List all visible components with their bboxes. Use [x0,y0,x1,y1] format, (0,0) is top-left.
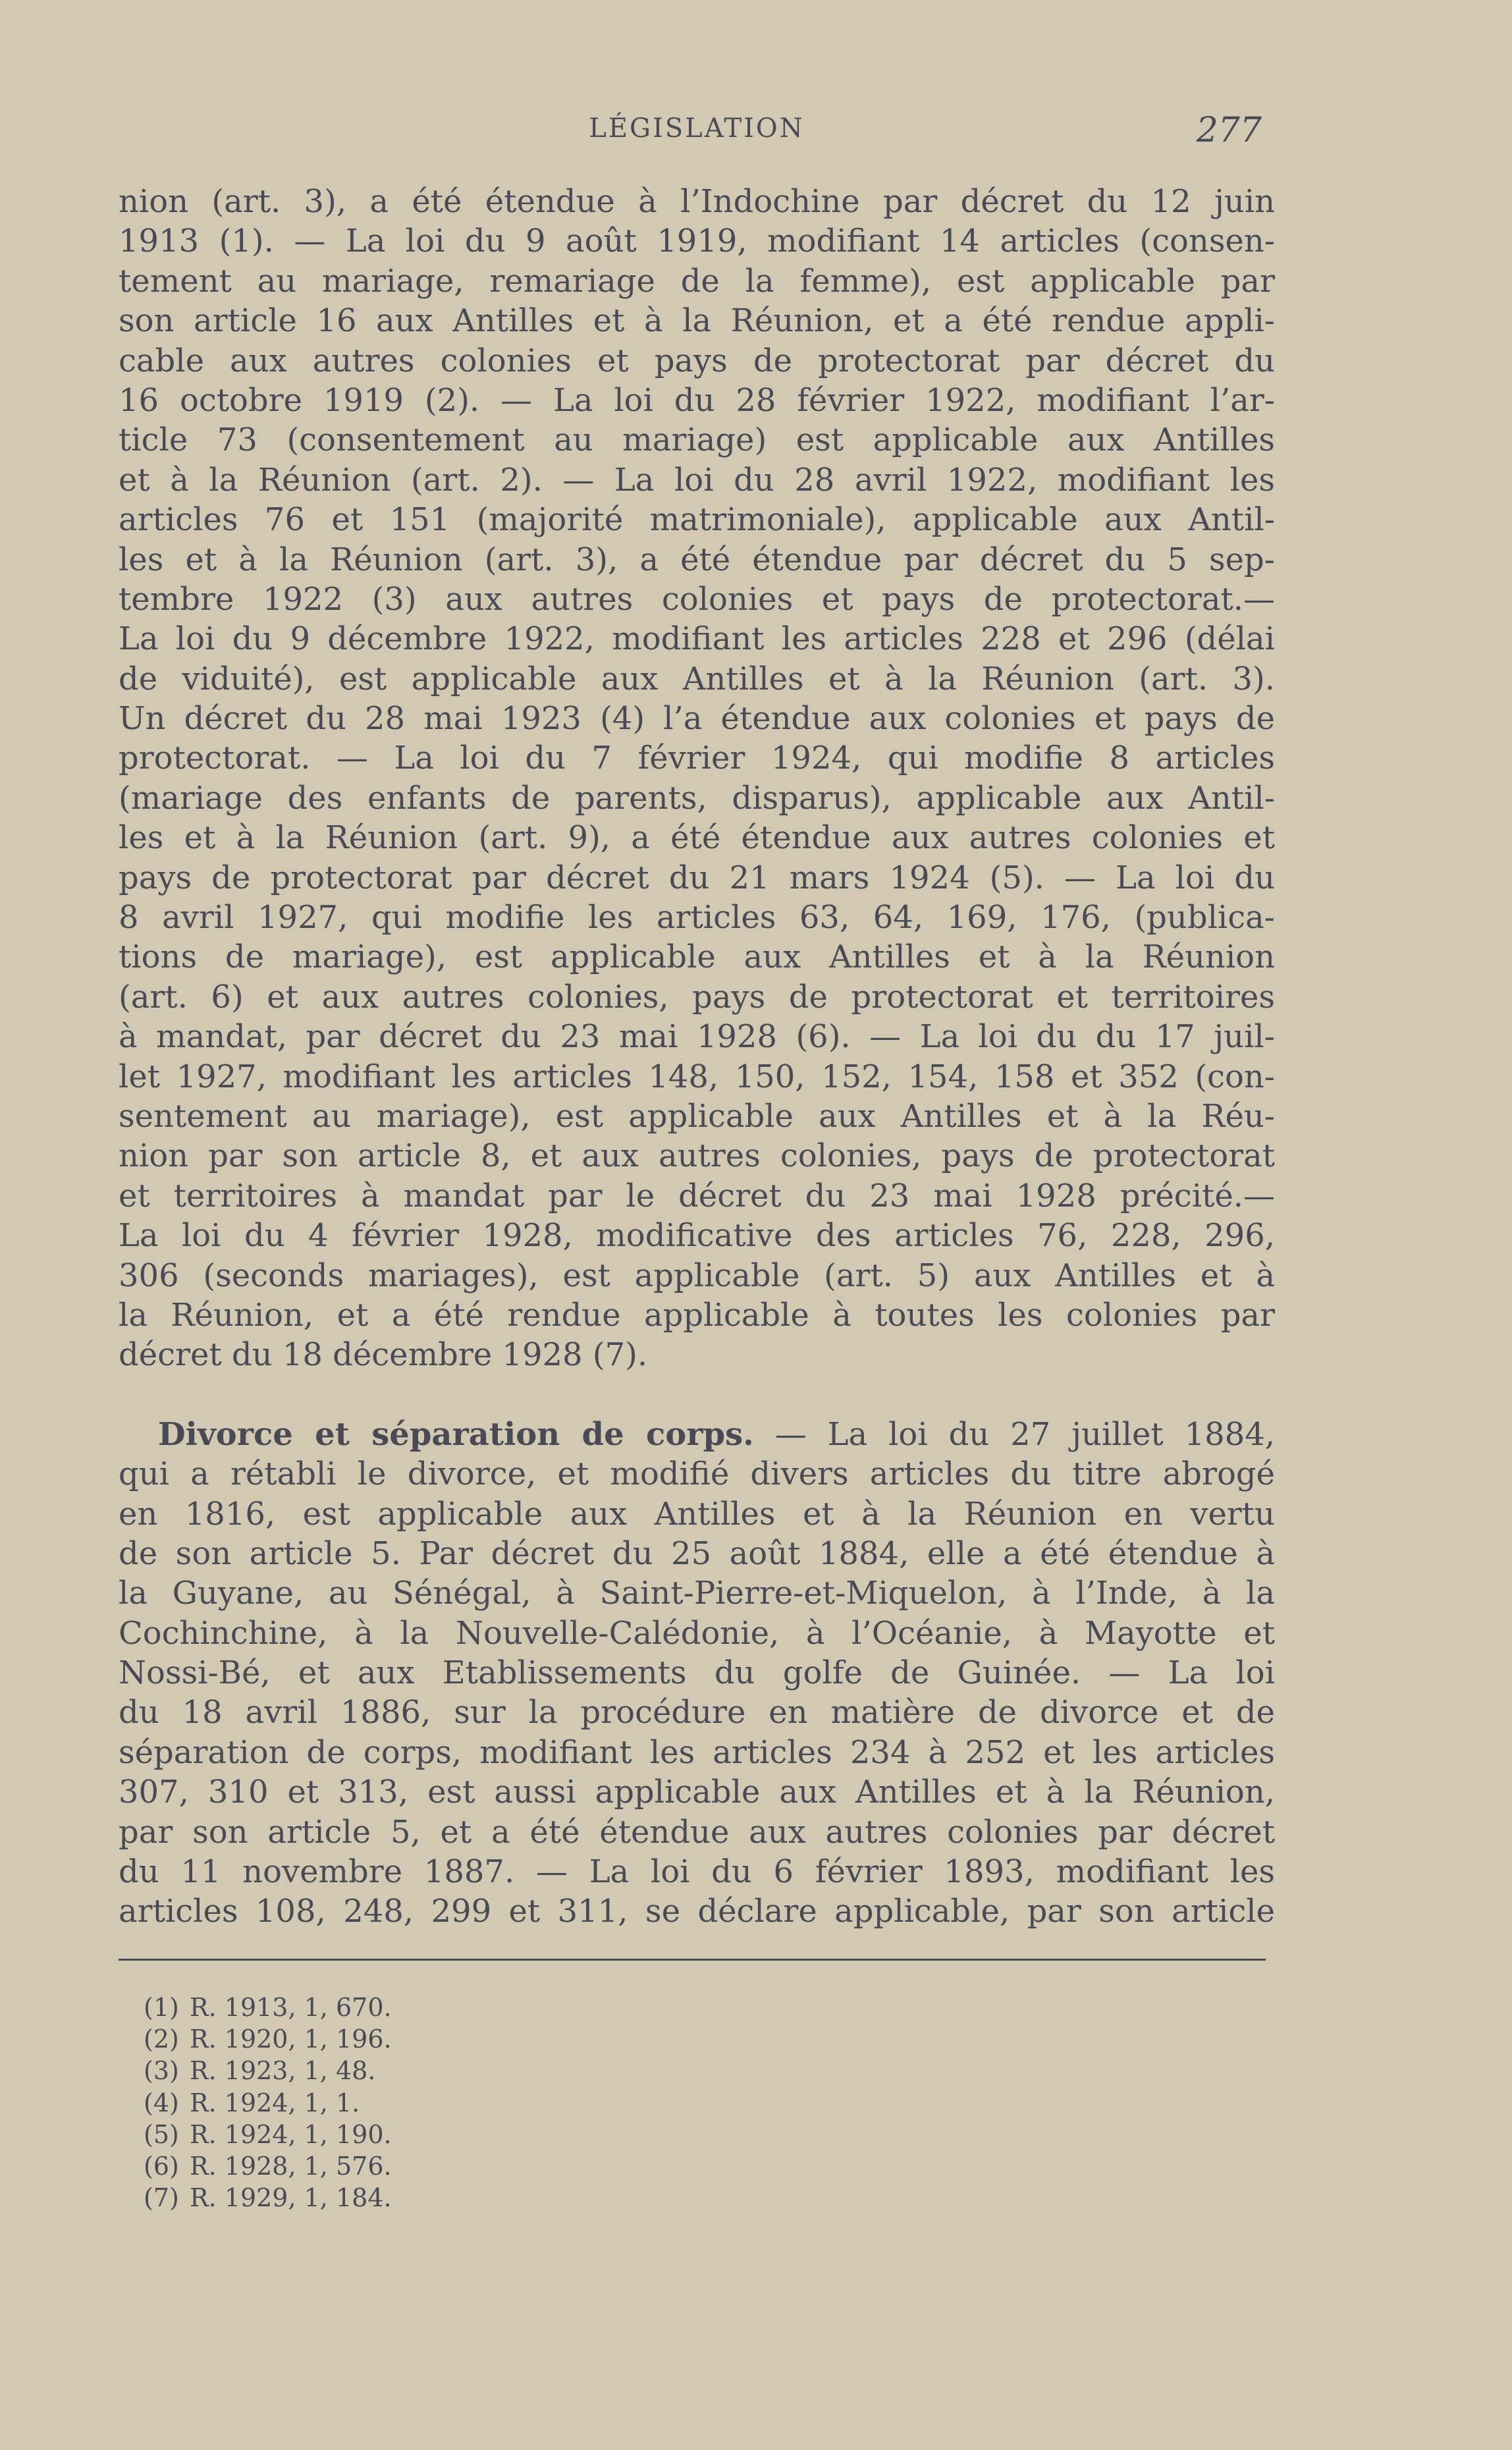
footnote [144,1992,670,2023]
text-line: son article 16 aux Antilles et à la Réunion, et a été rendue appli- [119,302,1275,340]
text-line: (mariage des enfants de parents, disparus), applicable aux Antil- [119,779,1275,817]
text-line: la Réunion, et a été rendue applicable à toutes les colonies par [119,1296,1275,1334]
footnote-rule [119,1959,1266,1961]
footnote-reference: R. 1928, 1, 576. [190,2151,392,2181]
section-heading: Divorce et séparation de corps. [158,1415,754,1453]
text-line: par son article 5, et a été étendue aux autres colonies par décret [119,1813,1275,1851]
paragraph-divorce [119,1415,1275,1932]
text-line: 1913 (1). — La loi du 9 août 1919, modifiant 14 articles (consen- [119,223,1275,260]
text-line: (art. 6) et aux autres colonies, pays de protectorat et territoires [119,978,1275,1016]
text-line: articles 76 et 151 (majorité matrimoniale), applicable aux Antil- [119,501,1275,539]
footnote-reference: R. 1920, 1, 196. [190,2025,392,2054]
text-line: 16 octobre 1919 (2). — La loi du 28 février 1922, modifiant l’ar- [119,381,1275,419]
text-line: de viduité), est applicable aux Antilles et à la Réunion (art. 3). [119,660,1275,697]
paragraph-gap [119,1375,1275,1415]
text-line: nion (art. 3), a été étendue à l’Indochine par décret du 12 juin [119,183,1275,220]
footnote [144,2023,670,2055]
footnote-mark: (2) [144,2025,179,2054]
text-line: tions de mariage), est applicable aux Antilles et à la Réunion [119,939,1275,976]
text-line: sentement au mariage), est applicable aux Antilles et à la Réu- [119,1097,1275,1135]
text-line: Nossi-Bé, et aux Etablissements du golfe de Guinée. — La loi [119,1654,1275,1692]
footnote [144,2119,670,2150]
text-line: Cochinchine, à la Nouvelle-Calédonie, à l’Océanie, à Mayotte et [119,1614,1275,1652]
footnotes [144,1992,670,2214]
page-number: 277 [1196,111,1262,150]
text-line: qui a rétabli le divorce, et modifié divers articles du titre abrogé [119,1456,1275,1493]
running-head [119,113,1275,153]
footnote-reference: R. 1924, 1, 190. [190,2119,392,2149]
text-line: 306 (seconds mariages), est applicable (art. 5) aux Antilles et à [119,1257,1275,1294]
text-line: du 11 novembre 1887. — La loi du 6 février 1893, modifiant les [119,1853,1275,1891]
text-line: à mandat, par décret du 23 mai 1928 (6). — La loi du du 17 juil- [119,1018,1275,1056]
body-text [119,182,1275,1932]
footnote-reference: R. 1913, 1, 670. [190,1993,392,2022]
text-line: 8 avril 1927, qui modifie les articles 63, 64, 169, 176, (publica- [119,899,1275,937]
text-line: 307, 310 et 313, est aussi applicable aux Antilles et à la Réunion, [119,1774,1275,1811]
text-line: Un décret du 28 mai 1923 (4) l’a étendue aux colonies et pays de [119,700,1275,738]
text-line: ticle 73 (consentement au mariage) est applicable aux Antilles [119,422,1275,459]
text-line: articles 108, 248, 299 et 311, se déclare applicable, par son article [119,1893,1275,1930]
text-line: les et à la Réunion (art. 3), a été étendue par décret du 5 sep- [119,541,1275,578]
text-line: tement au mariage, remariage de la femme), est applicable par [119,262,1275,300]
footnote-reference: R. 1923, 1, 48. [190,2056,376,2086]
text-line: La loi du 4 février 1928, modificative des articles 76, 228, 296, [119,1217,1275,1255]
text-line: de son article 5. Par décret du 25 août 1884, elle a été étendue à [119,1535,1275,1572]
heading-line-text: — La loi du 27 juillet 1884, [753,1415,1275,1453]
footnote-mark: (5) [144,2119,179,2149]
text-line: protectorat. — La loi du 7 février 1924, qui modifie 8 articles [119,740,1275,777]
text-line: tembre 1922 (3) aux autres colonies et pays de protectorat.— [119,580,1275,618]
paragraph-marriage-laws [119,182,1275,1375]
footnote [144,2150,670,2182]
footnote-mark: (7) [144,2183,179,2213]
text-line: pays de protectorat par décret du 21 mars 1924 (5). — La loi du [119,859,1275,896]
text-line: et territoires à mandat par le décret du 23 mai 1928 précité.— [119,1177,1275,1214]
footnote-reference: R. 1924, 1, 1. [190,2088,360,2117]
text-line: et à la Réunion (art. 2). — La loi du 28 avril 1922, modifiant les [119,461,1275,499]
text-line: cable aux autres colonies et pays de protectorat par décret du [119,342,1275,379]
text-line: du 18 avril 1886, sur la procédure en matière de divorce et de [119,1694,1275,1731]
text-line: séparation de corps, modifiant les articles 234 à 252 et les articles [119,1733,1275,1771]
footnote-mark: (1) [144,1993,179,2022]
paragraph-first-line [119,1415,1275,1454]
text-line: let 1927, modifiant les articles 148, 150, 152, 154, 158 et 352 (con- [119,1058,1275,1095]
text-line: en 1816, est applicable aux Antilles et à la Réunion en vertu [119,1495,1275,1533]
footnote-mark: (3) [144,2056,179,2086]
running-title: LÉGISLATION [589,113,805,144]
footnote-mark: (6) [144,2151,179,2181]
text-line: les et à la Réunion (art. 9), a été étendue aux autres colonies et [119,819,1275,857]
text-line: la Guyane, au Sénégal, à Saint-Pierre-et-Miquelon, à l’Inde, à la [119,1575,1275,1612]
text-line: décret du 18 décembre 1928 (7). [119,1336,648,1374]
footnote-mark: (4) [144,2088,179,2117]
text-line: nion par son article 8, et aux autres colonies, pays de protectorat [119,1137,1275,1175]
footnote-reference: R. 1929, 1, 184. [190,2183,392,2213]
footnote [144,2087,670,2119]
footnote [144,2182,670,2214]
footnote [144,2055,670,2086]
text-line: La loi du 9 décembre 1922, modifiant les articles 228 et 296 (délai [119,620,1275,658]
